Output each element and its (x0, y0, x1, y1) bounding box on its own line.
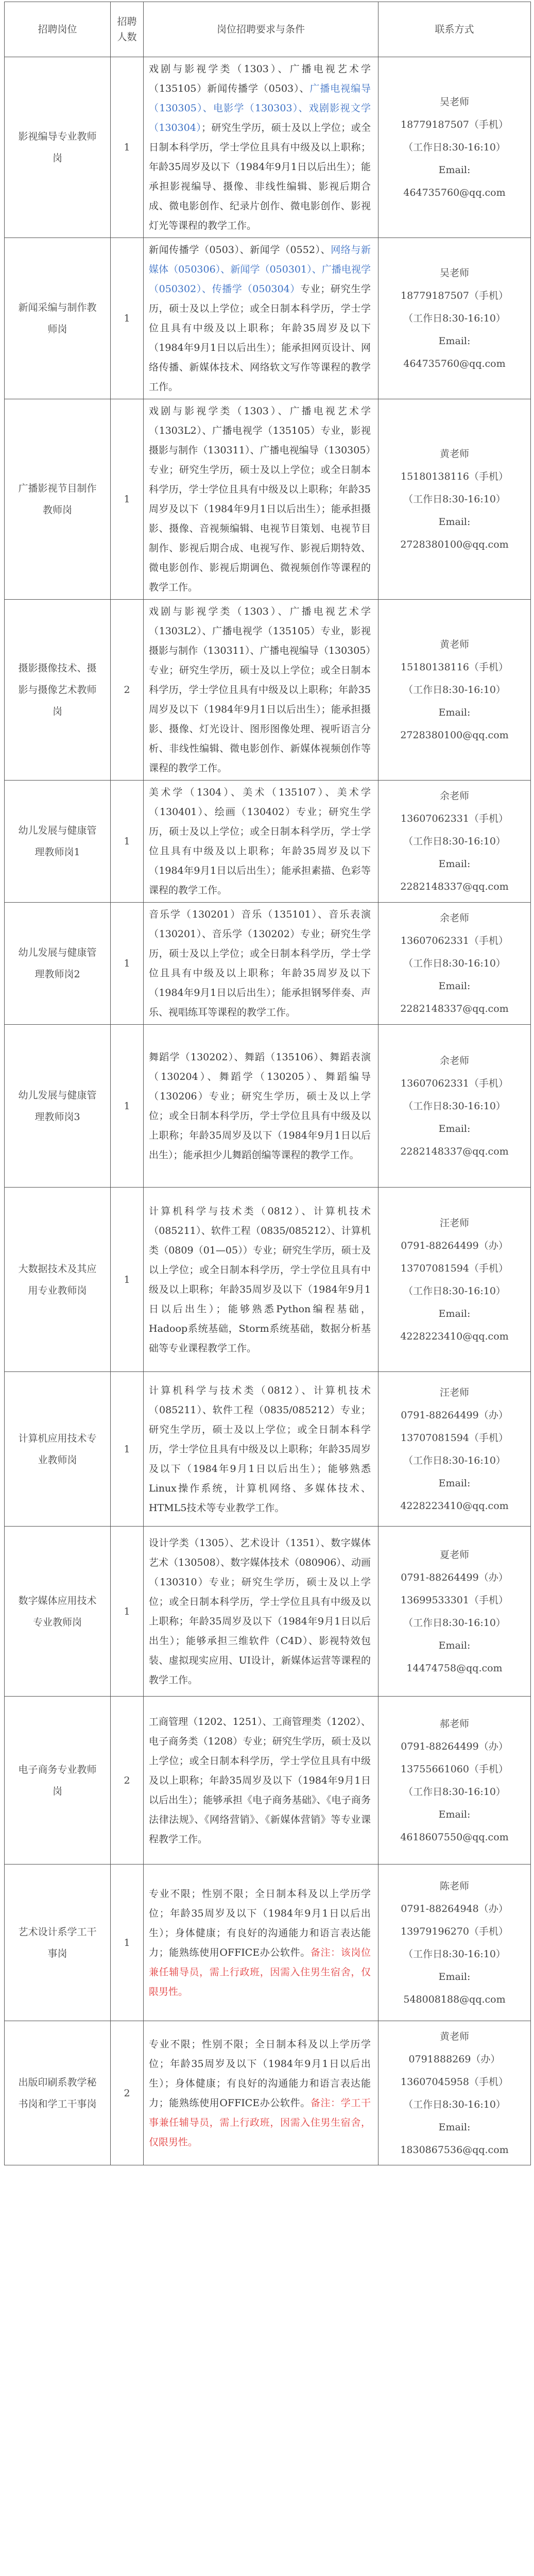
condition-text: 广播电视编导（130305）、电影学（130303）、戏剧影视文学（130304） (149, 83, 371, 133)
contact-line: Email: (438, 164, 471, 176)
contact-cell (378, 903, 531, 1025)
condition-text: 研究生学历，硕士及以上学位；或全日制本科学历，学士学位且具有中级及以上职称；年龄35周岁及以下（1984年9月1日以后出生）；能承担影视编导、摄像、非线性编辑、影视后期合成、微电影创作、纪录片创作、微电影创作、影视灯光等课程的教学工作。 (149, 122, 371, 231)
header-contact: 联系方式 (378, 2, 531, 57)
condition-text: 舞蹈学（130202）、舞蹈（135106）、舞蹈表演（130204）、舞蹈学（130205）、舞蹈编导（130206）专业；研究生学历，硕士及以上学位；或全日制本科学历，学士学位且具有中级及以上职称；年龄35周岁及以下（1984年9月1日以后出生）；能承担少儿舞蹈创编等课程的教学工作。 (149, 1051, 371, 1161)
contact-line[interactable]: 4618607550@qq.com (400, 1831, 509, 1843)
contact-cell (378, 1697, 531, 1865)
contact-cell (378, 1527, 531, 1697)
contact-line[interactable]: 4228223410@qq.com (400, 1500, 509, 1512)
contact-line[interactable]: 2728380100@qq.com (400, 539, 509, 550)
condition-text: 新闻传播学（0503）、新闻学（0552）、 (149, 244, 331, 256)
position-cell: 出版印刷系教学秘书岗和学工干事岗 (5, 2021, 111, 2165)
table-row (5, 238, 531, 399)
condition-text: 工商管理（1202、1251）、工商管理类（1202）、电子商务类（1208）专业；研究生学历，硕士及以上学位；或全日制本科学历，学士学位且具有中级及以上职称；年龄35周岁及以下（1984年9月1日以后出生）；能够承担《电子商务基础》、《电子商务法律法规》、《网络营销》、《新媒体营销》等专业课程教学工作。 (149, 1716, 371, 1845)
contact-line: Email: (438, 1639, 471, 1651)
contact-line: Email: (438, 980, 471, 992)
count-cell: 1 (111, 1865, 144, 2021)
conditions-cell (144, 781, 378, 903)
condition-text: 专业不限；性别不限；全日制本科及以上学历学位；年龄35周岁及以下（1984年9月1日以后出生）；身体健康；有良好的沟通能力和语言表达能力；能熟练使用OFFICE办公软件。 (149, 1888, 371, 1958)
condition-text: 音乐学（130201）音乐（135101）、音乐表演（130201）、音乐学（130202）专业；研究生学历，硕士及以上学位；或全日制本科学历，学士学位且具有中级及以上职称；年龄35周岁及以下（1984年9月1日以后出生）；能承担钢琴伴奏、声乐、视唱练耳等课程的教学工作。 (149, 909, 371, 1018)
contact-line: 18779187507（手机） (401, 290, 508, 301)
table-row (5, 600, 531, 781)
count-cell: 2 (111, 2021, 144, 2165)
contact-line[interactable]: 464735760@qq.com (403, 187, 506, 198)
conditions-cell (144, 903, 378, 1025)
contact-line: Email: (438, 1971, 471, 1982)
contact-line: （工作日8:30-16:10） (403, 494, 506, 505)
contact-line: 0791-88264499（办） (401, 1571, 508, 1583)
conditions-cell (144, 399, 378, 600)
contact-line: （工作日8:30-16:10） (403, 1786, 506, 1798)
contact-line: Email: (438, 1477, 471, 1489)
contact-cell (378, 2021, 531, 2165)
conditions-cell (144, 1865, 378, 2021)
contact-line: 13607062331（手机） (401, 1077, 508, 1089)
conditions-cell (144, 1697, 378, 1865)
table-row (5, 1697, 531, 1865)
contact-line: Email: (438, 2121, 471, 2133)
contact-line: 13607045958（手机） (401, 2076, 508, 2088)
position-cell: 影视编导专业教师岗 (5, 57, 111, 238)
contact-line[interactable]: 2282148337@qq.com (400, 1145, 509, 1157)
contact-line[interactable]: 1830867536@qq.com (400, 2144, 509, 2156)
contact-cell (378, 1865, 531, 2021)
contact-line: 余老师 (439, 912, 469, 924)
contact-line: Email: (438, 1808, 471, 1820)
remark-text: 备注：学工干事兼任辅导员，需上行政班，因需入住男生宿舍，仅限男性。 (149, 2097, 371, 2148)
table-body (5, 57, 531, 2165)
table-row (5, 1025, 531, 1188)
count-cell: 1 (111, 1188, 144, 1372)
contact-line: 0791888269（办） (408, 2053, 501, 2065)
contact-line: （工作日8:30-16:10） (403, 1285, 506, 1297)
contact-line: 13707081594（手机） (401, 1432, 508, 1444)
conditions-cell (144, 1188, 378, 1372)
condition-text: 网络与新媒体（050306）、新闻学（050301）、广播电视学（050302）、传播学（050304） (149, 244, 371, 295)
contact-line: Email: (438, 858, 471, 870)
contact-line[interactable]: 2728380100@qq.com (400, 730, 509, 741)
conditions-cell (144, 1372, 378, 1527)
condition-text: 戏剧与影视学类（1303）、广播电视艺术学（1303L2）、广播电视学（135105）专业，影视摄影与制作（130311）、广播电视编导（130305）专业；研究生学历，硕士及以上学位；或全日制本科学历，学士学位且具有中级及以上职称；年龄35周岁及以下（1984年9月1日以后出生）；能承担摄影、摄像、音视频编辑、电视节目策划、电视节目制作、影视后期合成、电视写作、影视后期特效、微电影创作、影视后期调色、微视频创作等课程的教学工作。 (149, 405, 371, 593)
contact-line: 余老师 (439, 790, 469, 802)
contact-line: 13607062331（手机） (401, 813, 508, 824)
position-cell: 广播影视节目制作教师岗 (5, 399, 111, 600)
contact-line: 13707081594（手机） (401, 1262, 508, 1274)
position-cell: 艺术设计系学工干事岗 (5, 1865, 111, 2021)
conditions-cell (144, 1025, 378, 1188)
condition-text: 美术学（1304）、美术（135107）、美术学（130401）、绘画（130402）专业；研究生学历，硕士及以上学位；或全日制本科学历，学士学位且具有中级及以上职称；年龄35周岁及以下（1984年9月1日以后出生）；能承担素描、色彩等课程的教学工作。 (149, 787, 371, 896)
position-cell: 幼儿发展与健康管理教师岗1 (5, 781, 111, 903)
contact-line: 郝老师 (439, 1718, 469, 1730)
header-count-line2: 人数 (117, 31, 137, 43)
remark-text: 备注：该岗位兼任辅导员，需上行政班，因需入住男生宿舍，仅限男性。 (149, 1946, 371, 1997)
condition-text: 戏剧与影视学类（1303）、广播电视艺术学（135105）新闻传播学（0503）、 (149, 63, 371, 94)
header-position: 招聘岗位 (5, 2, 111, 57)
contact-line: 吴老师 (439, 96, 469, 108)
count-cell: 1 (111, 238, 144, 399)
condition-text: 设计学类（1305）、艺术设计（1351）、数字媒体艺术（130508）、数字媒体技术（080906）、动画（130310）专业；研究生学历，硕士及以上学位；或全日制本科学历，学士学位且具有中级及以上职称；年龄35周岁及以下（1984年9月1日以后出生）；能够承担三维软件（C4D）、影视特效包装、虚拟现实应用、UI设计，新媒体运营等课程的教学工作。 (149, 1537, 371, 1686)
conditions-cell (144, 57, 378, 238)
contact-line: （工作日8:30-16:10） (403, 1948, 506, 1960)
table-row (5, 903, 531, 1025)
condition-text: ； (201, 122, 212, 133)
contact-line[interactable]: 2282148337@qq.com (400, 881, 509, 892)
conditions-cell (144, 2021, 378, 2165)
contact-line: 15180138116（手机） (401, 662, 508, 673)
contact-line: （工作日8:30-16:10） (403, 1617, 506, 1629)
contact-line: Email: (438, 1308, 471, 1319)
contact-cell (378, 1025, 531, 1188)
contact-cell (378, 399, 531, 600)
contact-line: 13979196270（手机） (401, 1925, 508, 1937)
contact-line: 13755661060（手机） (401, 1763, 508, 1775)
contact-line: 15180138116（手机） (401, 471, 508, 482)
table-row (5, 1188, 531, 1372)
contact-line: （工作日8:30-16:10） (403, 142, 506, 153)
contact-line: 0791-88264499（办） (401, 1240, 508, 1251)
table-row (5, 2021, 531, 2165)
contact-line: 夏老师 (439, 1549, 469, 1561)
contact-line: （工作日8:30-16:10） (403, 1454, 506, 1466)
contact-line: 黄老师 (439, 639, 469, 650)
contact-cell (378, 781, 531, 903)
contact-line: 余老师 (439, 1055, 469, 1066)
contact-line: （工作日8:30-16:10） (403, 1100, 506, 1112)
count-cell: 1 (111, 57, 144, 238)
contact-line[interactable]: 14474758@qq.com (406, 1662, 503, 1674)
contact-line: 0791-88264948（办） (401, 1903, 508, 1914)
condition-text: 研究生学历，硕士及以上学位；或全日制本科学历，学士学位且具有中级及以上职称；年龄35周岁及以下（1984年9月1日以后出生）；能承担网页设计、网络传播、新媒体技术、网络软文写作等课程的教学工作。 (149, 283, 371, 393)
contact-line: 黄老师 (439, 2030, 469, 2042)
contact-cell (378, 1188, 531, 1372)
condition-text: 戏剧与影视学类（1303）、广播电视艺术学（1303L2）、广播电视学（135105）专业，影视摄影与制作（130311）、广播电视编导（130305）专业；研究生学历，硕士及以上学位；或全日制本科学历，学士学位且具有中级及以上职称；年龄35周岁及以下（1984年9月1日以后出生）；能承担摄影、摄像、灯光设计、图形图像处理、视听语言分析、非线性编辑、微电影创作、新媒体视频创作等课程的教学工作。 (149, 606, 371, 774)
position-cell: 数字媒体应用技术专业教师岗 (5, 1527, 111, 1697)
contact-cell (378, 600, 531, 781)
contact-line[interactable]: 548008188@qq.com (403, 1993, 506, 2005)
contact-line: 陈老师 (439, 1880, 469, 1892)
contact-line[interactable]: 4228223410@qq.com (400, 1330, 509, 1342)
table-row (5, 781, 531, 903)
conditions-cell (144, 1527, 378, 1697)
count-cell: 1 (111, 399, 144, 600)
position-cell: 电子商务专业教师岗 (5, 1697, 111, 1865)
contact-line: Email: (438, 335, 471, 347)
contact-cell (378, 57, 531, 238)
contact-line: 13607062331（手机） (401, 935, 508, 946)
count-cell: 1 (111, 1025, 144, 1188)
table-row (5, 399, 531, 600)
contact-line: （工作日8:30-16:10） (403, 313, 506, 324)
header-conditions: 岗位招聘要求与条件 (144, 2, 378, 57)
count-cell: 1 (111, 1527, 144, 1697)
contact-line: （工作日8:30-16:10） (403, 958, 506, 969)
contact-line: （工作日8:30-16:10） (403, 2098, 506, 2110)
position-cell: 计算机应用技术专业教师岗 (5, 1372, 111, 1527)
contact-line: Email: (438, 516, 471, 528)
condition-text: 专业不限；性别不限；全日制本科及以上学历学位；年龄35周岁及以下（1984年9月1日以后出生）；身体健康；有良好的沟通能力和语言表达能力；能熟练使用OFFICE办公软件。 (149, 2038, 371, 2109)
contact-line: Email: (438, 1123, 471, 1134)
contact-cell (378, 238, 531, 399)
table-row (5, 57, 531, 238)
count-cell: 1 (111, 903, 144, 1025)
contact-line: （工作日8:30-16:10） (403, 684, 506, 696)
contact-line: Email: (438, 707, 471, 718)
count-cell: 2 (111, 600, 144, 781)
contact-line: 吴老师 (439, 267, 469, 279)
contact-line: 13699533301（手机） (401, 1594, 508, 1606)
position-cell: 幼儿发展与健康管理教师岗2 (5, 903, 111, 1025)
count-cell: 1 (111, 1372, 144, 1527)
contact-line: 0791-88264499（办） (401, 1409, 508, 1421)
contact-line: （工作日8:30-16:10） (403, 836, 506, 847)
header-count (111, 2, 144, 57)
recruitment-table (4, 2, 531, 2165)
contact-line: 汪老师 (439, 1386, 469, 1398)
position-cell: 新闻采编与制作教师岗 (5, 238, 111, 399)
contact-line[interactable]: 464735760@qq.com (403, 358, 506, 369)
position-cell: 幼儿发展与健康管理教师岗3 (5, 1025, 111, 1188)
position-cell: 摄影摄像技术、摄影与摄像艺术教师岗 (5, 600, 111, 781)
contact-line[interactable]: 2282148337@qq.com (400, 1003, 509, 1014)
header-count-line1: 招聘 (117, 16, 137, 27)
contact-line: 0791-88264499（办） (401, 1740, 508, 1752)
conditions-cell (144, 238, 378, 399)
table-row (5, 1372, 531, 1527)
count-cell: 2 (111, 1697, 144, 1865)
contact-line: 18779187507（手机） (401, 119, 508, 130)
condition-text: 专业； (300, 283, 331, 295)
conditions-cell (144, 600, 378, 781)
contact-line: 汪老师 (439, 1217, 469, 1229)
contact-cell (378, 1372, 531, 1527)
table-header-row (5, 2, 531, 57)
contact-line: 黄老师 (439, 448, 469, 460)
position-cell: 大数据技术及其应用专业教师岗 (5, 1188, 111, 1372)
count-cell: 1 (111, 781, 144, 903)
table-row (5, 1865, 531, 2021)
table-row (5, 1527, 531, 1697)
condition-text: 计算机科学与技术类（0812）、计算机技术（085211）、软件工程（0835/085212）、计算机类（0809（01—05））专业；研究生学历，硕士及以上学位；或全日制本科学历，学士学位且具有中级及以上职称；年龄35周岁及以下（1984年9月1日以后出生）；能够熟悉Python编程基础，Hadoop系统基础，Storm系统基础，数据分析基础等专业课程教学工作。 (149, 1205, 371, 1354)
condition-text: 计算机科学与技术类（0812）、计算机技术（085211）、软件工程（0835/085212）专业；研究生学历，硕士及以上学位；或全日制本科学历，学士学位且具有中级及以上职称；年龄35周岁及以下（1984年9月1日以后出生）；能够熟悉Linux操作系统，计算机网络、多媒体技术、HTML5技术等专业教学工作。 (149, 1384, 371, 1514)
